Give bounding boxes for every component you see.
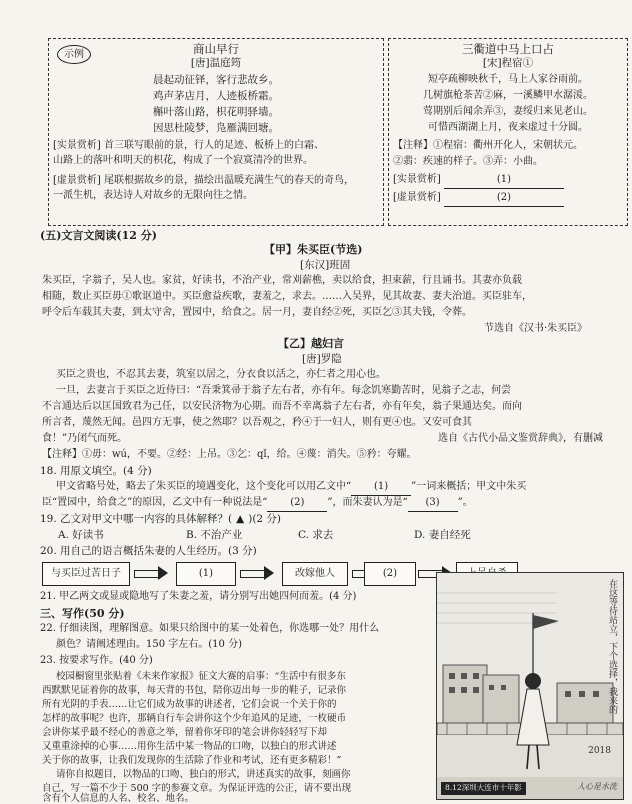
q23-line: 会讲你某乎最不经心的善意之举，留着你牙印的笔会讲你轻轻写下却 [42, 727, 328, 738]
illustration-tag: 8.12深圳大连市十年影 [441, 782, 526, 795]
flow-step-4[interactable]: (2) [364, 562, 416, 586]
text-a-title: 【甲】朱买臣(节选) [264, 243, 363, 256]
q18-blank-3[interactable]: (3) [408, 496, 458, 512]
q19-option[interactable]: C. 求去 [298, 529, 334, 541]
right-poem-title: 三衢道中马上口占 [462, 42, 554, 56]
left-poem-line: 晨起动征铎，客行悲故乡。 [153, 74, 279, 86]
illustration-caption: 在这等待站立，下个选择，我来的 [607, 579, 617, 714]
illustration-year: 2018 [588, 746, 611, 756]
right-poem-line: 几树旗枪茶苦②麻，一溪鳞甲水潺湲。 [423, 90, 593, 101]
right-poem-line: 可惜西湖湖上月，夜来虚过十分圆。 [428, 122, 588, 133]
q22-line: 22. 仔细读图，理解图意。如果只给图中的某一处着色，你选哪一处？用什么 [40, 623, 380, 634]
text-b-line: 所言者，蔑然无闻。邑四方无事，使之然耶？以吾观之，矜④于一妇人，则有更④也。又安可食其 [42, 417, 472, 428]
text-b-line: 不言通达后以匡国致君为己任，以安民济物为心期。而吾不幸离翁子左右者，亦有年矣，翁子果通达矣。而向 [42, 401, 522, 412]
flow-step-2[interactable]: (1) [176, 562, 236, 586]
left-poem-note: 山路上的落叶和明天的枳花，构成了一个寂寞清冷的世界。 [53, 155, 313, 166]
text-b-line: 买臣之贵也，不忍其去妻，筑室以居之，分衣食以活之，亦仁者之用心也。 [56, 369, 386, 380]
text-b-line: 一旦，去妻言于买臣之近侍曰：“吾秉箕帚于翁子左右者，亦有年。每念饥寒勤苦时，见翁子之志，何尝 [56, 385, 512, 396]
right-poem-line: 莺期别后闻余弄③，妻绥归来见老山。 [423, 106, 593, 117]
q18-line2: 臣“置园中，给食之”的原因，乙文中有一种说法是“ (2) ”，而朱妻认为是“ (3) ”。 [42, 496, 473, 512]
q18-line1: 甲文省略号处，略去了朱买臣的境遇变化，这个变化可以用乙文中“ (1) ”一词来概括；甲文中朱买 [56, 480, 526, 496]
left-poem-author: [唐]温庭筠 [190, 57, 242, 69]
flow-step-1: 与买臣过苦日子 [42, 562, 130, 586]
q22-line: 颜色？请阐述理由。150 字左右。(10 分) [56, 639, 242, 650]
q21-stem: 21. 甲乙两文或显或隐地写了朱妻之羞，请分别写出她四何而羞。(4 分) [40, 591, 357, 602]
q19-option[interactable]: A. 好读书 [58, 529, 104, 541]
arrow-right-icon [240, 567, 274, 579]
right-poem-line: 短亭疏柳映秋千，马上人家谷雨前。 [428, 74, 588, 85]
illustration-watermark: 人心是水洗 [577, 782, 617, 792]
real-scene-fill: [实景赏析] (1) [393, 173, 564, 189]
q19-stem: 19. 乙文对甲文中哪一内容的具体解释？( ▲ )(2 分) [40, 513, 282, 525]
left-poem-note: [实景赏析] 首三联写眼前的景，行人的足迹、板桥上的白霜、 [53, 140, 324, 151]
text-a-line: 相随，数止买臣毋①歌讴道中。买臣愈益疾歌，妻羞之，求去。……入吴界，见其故妻、妻夫治道。买臣驻车， [42, 291, 532, 302]
right-poem-note: ②翡：疾速的样子。③弄：小曲。 [393, 156, 543, 167]
annotations: 【注释】①毋：wú，不要。②经：上吊。③乞：qǐ，给。④蔑：消失。⑤矜：夸耀。 [42, 449, 417, 460]
text-b-title: 【乙】越妇言 [278, 337, 344, 350]
arrow-right-icon [134, 567, 168, 579]
flow-step-3: 改嫁他人 [282, 562, 348, 586]
right-poem-note: 【注释】①程宿：衢州开化人，宋朝状元。 [393, 140, 583, 151]
left-poem-box [48, 38, 384, 226]
left-poem-note: [虚景赏析] 尾联根据故乡的景，描绘出温暖充满生气的春天的奇鸟， [53, 175, 354, 186]
q23-line: 所有光阴的手表……让它们成为故事的讲述者，它们会说一个关于你的 [42, 699, 337, 710]
q18-blank-2[interactable]: (2) [267, 496, 327, 512]
q23-line: 关于你的故事，让我们发现你的生活除了作业和考试，还有更多精彩！” [42, 755, 342, 766]
right-poem-author: [宋]程宿① [482, 57, 534, 69]
answer-marker[interactable]: ▲ [236, 513, 245, 525]
q23-line: 又重重涂掉的心事……用你生活中某一物品的口吻，以独白的形式讲述 [42, 741, 337, 752]
left-poem-note: 一派生机，表达诗人对故乡的无限向往之情。 [53, 190, 253, 201]
q23-line: 请你自拟题目，以物品的口吻、独白的形式，讲述真实的故事，刻画你 [56, 769, 351, 780]
text-b-source: 选自《古代小品文鉴赏辞典》，有删减 [438, 433, 603, 444]
q18-blank-1[interactable]: (1) [351, 480, 411, 496]
left-poem-title: 商山早行 [193, 42, 239, 56]
text-a-author: [东汉]班固 [300, 259, 351, 271]
virtual-scene-fill: [虚景赏析] (2) [393, 191, 564, 207]
q23-stem: 23. 按要求写作。(40 分) [40, 655, 153, 666]
right-poem-box [388, 38, 628, 226]
text-a-line: 呼令后车载其夫妻，到太守舍，置园中，给食之。居一月，妻自经②死，买臣乞③其夫钱，令葬。 [42, 307, 472, 318]
q23-line: 自己，写一篇不少于 500 字的参赛文章。为保证评选的公正，请不要出现 [42, 783, 352, 794]
writing-illustration [436, 572, 624, 800]
q23-line: 怎样的故事呢？也许，那辆自行车会讲你这个少年追风的足迹，一枚硬币 [42, 713, 347, 724]
blank-1[interactable]: (1) [444, 173, 564, 189]
q20-stem: 20. 用自己的语言概括朱妻的人生经历。(3 分) [40, 545, 257, 557]
section-3-heading: 三、写作(50 分) [40, 607, 125, 620]
text-b-author: [唐]罗隐 [302, 353, 342, 365]
example-badge: 示例 [57, 45, 91, 64]
text-b-line: 食！”乃闭气而死。 [42, 433, 128, 444]
left-poem-line: 槲叶落山路，枳花明驿墙。 [153, 106, 279, 118]
left-poem-line: 因思杜陵梦，凫雁满回塘。 [153, 122, 279, 134]
blank-2[interactable]: (2) [444, 191, 564, 207]
left-poem-line: 鸡声茅店月，人迹板桥霜。 [153, 90, 279, 102]
q18-stem: 18. 用原文填空。(4 分) [40, 465, 152, 477]
q23-line: 含有个人信息的人名、校名、地名。 [42, 793, 195, 804]
section-5-heading: (五)文言文阅读(12 分) [40, 229, 157, 242]
q23-line: 西默默见证着你的故事，每天背的书包，陪你迈出每一步的鞋子，记录你 [42, 685, 347, 696]
text-a-source: 节选自《汉书·朱买臣》 [484, 323, 588, 334]
q19-option[interactable]: B. 不治产业 [186, 529, 243, 541]
q23-line: 校园橱窗里张贴着《未来作家报》征文大赛的启事：“生活中有很多东 [56, 671, 346, 682]
text-a-line: 朱买臣，字翁子，吴人也。家贫，好读书，不治产业，常刈薪樵，卖以给食，担束薪，行且诵书。其妻亦负载 [42, 275, 522, 286]
q19-option[interactable]: D. 妻自经死 [414, 529, 471, 541]
